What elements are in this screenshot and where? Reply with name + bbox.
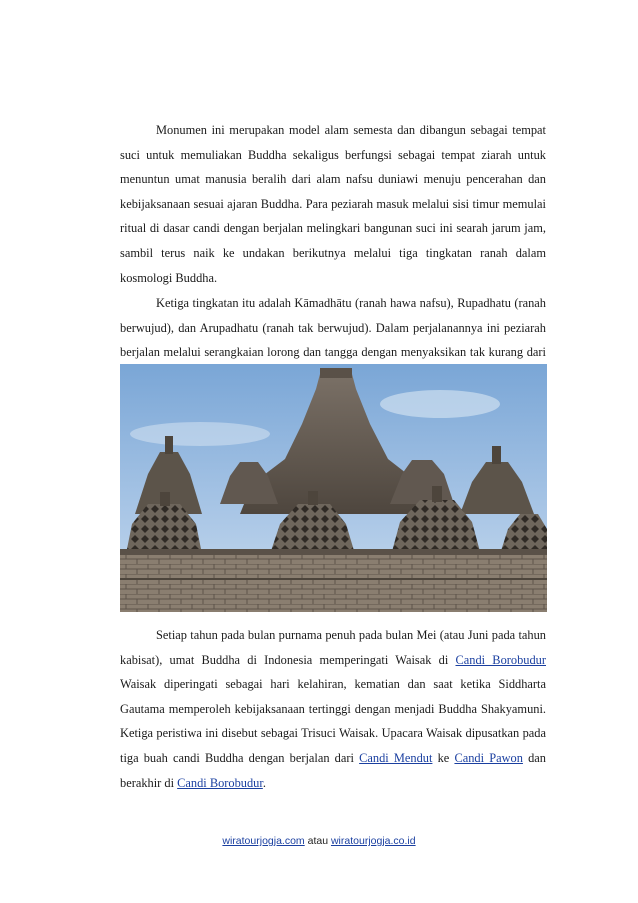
- link-candi-borobudur[interactable]: Candi Borobudur: [455, 652, 546, 667]
- paragraph-3-text: dan berakhir di: [120, 750, 546, 790]
- footer-separator: atau: [304, 835, 331, 847]
- link-candi-borobudur-2[interactable]: Candi Borobudur: [177, 775, 263, 790]
- paragraph-2: Ketiga tingkatan itu adalah Kāmadhātu (ranah hawa nafsu), Rupadhatu (ranah berwujud), dan Arupadhatu (ranah tak berwujud). Dalam perjalanannya ini peziarah berjalan melalui serangkaian lorong dan tangga dengan menyaksikan tak kurang dari: [120, 296, 546, 360]
- paragraph-3-text: ke: [432, 750, 455, 765]
- footer-link-com[interactable]: wiratourjogja.com: [222, 835, 305, 847]
- paragraph-3-text: .: [262, 775, 266, 790]
- footer: [0, 835, 638, 847]
- link-candi-mendut[interactable]: Candi Mendut: [359, 750, 433, 765]
- paragraph-3: [120, 623, 546, 795]
- paragraph-1: Monumen ini merupakan model alam semesta dan dibangun sebagai tempat suci untuk memuliakan Buddha sekaligus berfungsi sebagai tempat ziarah untuk menuntun umat manusia beralih dari alam nafsu duniawi menuju pencerahan dan kebijaksanaan sesuai ajaran Buddha. Para peziarah masuk melalui sisi timur memulai ritual di dasar candi dengan berjalan melingkari bangunan suci ini searah jarum jam, sambil terus naik ke undakan berikutnya melalui tiga tingkatan ranah dalam kosmologi Buddha.: [120, 123, 546, 285]
- paragraph-3-text: Setiap tahun pada bulan purnama penuh pada bulan Mei (atau Juni pada tahun kabisat), umat Buddha di Indonesia memperingati Waisak di: [120, 628, 546, 667]
- link-candi-pawon[interactable]: Candi Pawon: [454, 750, 523, 765]
- footer-link-coid[interactable]: wiratourjogja.co.id: [330, 835, 416, 847]
- borobudur-stupa-photo: [120, 364, 547, 612]
- paragraph-3-text: Waisak diperingati sebagai hari kelahiran, kematian dan saat ketika Siddharta Gautama memperoleh kebijaksanaan tertinggi dengan menjadi Buddha Shakyamuni. Ketiga peristiwa ini disebut sebagai Trisuci Waisak. Upacara Waisak dipusatkan pada tiga buah candi Buddha dengan berjalan dari: [120, 677, 546, 765]
